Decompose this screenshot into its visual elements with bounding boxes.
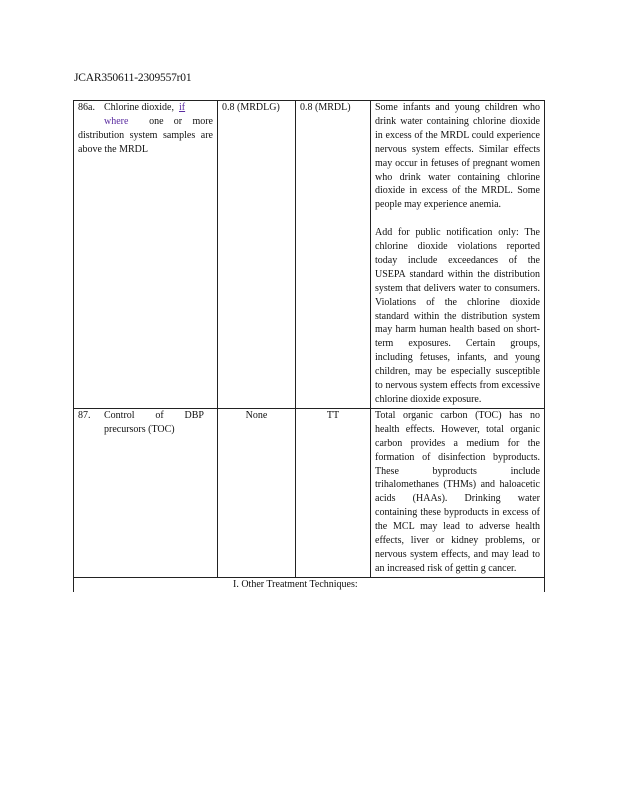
if-link[interactable]: if [179,102,186,113]
mcl-cell: 0.8 (MRDL) [296,101,371,408]
document-id: JCAR350611-2309557r01 [74,72,192,84]
row-number: 86a. [78,102,95,113]
section-heading: I. Other Treatment Techniques: [233,578,358,590]
contaminant-name: Control of DBP precursors (TOC) [104,409,204,435]
table-row [73,408,545,577]
mclg-cell: None [218,409,296,577]
health-effects-text: Some infants and young children who drink water containing chlorine dioxide in excess of the MRDL could experience nervous system effects. Similar effects may occur in fetuses of pregnant women who drink water containing chlorine dioxide in excess of the MRDL. Some people may experience anemia. [375,102,540,211]
contaminant-name: Chlorine dioxide, [104,102,174,113]
contaminant-condition: one or more distribution system samples are above the MRDL [78,115,213,155]
contaminant-cell [73,101,218,408]
contaminant-table [73,100,545,592]
health-effects-text: Total organic carbon (TOC) has no health effects. However, total organic carbon provides a medium for the formation of disinfection byproducts. These byproducts include trihalomethanes (THMs) and haloacetic acids (HAAs). Drinking water containing these byproducts in excess of the MCL may lead to adverse health effects, liver or kidney problems, or nervous system effects, and may lead to an increased risk of gettin g cancer. [375,409,540,574]
mcl-cell: TT [296,409,371,577]
health-effects-cell [371,101,545,408]
contaminant-cell [73,409,218,577]
table-row [73,100,545,408]
row-number: 87. [78,409,91,421]
public-notification-text: Add for public notification only: The chlorine dioxide violations reported today include exceedances of the USEPA standard within the distribution system that delivers water to consumers. Violations of the chlorine dioxide standard within the distribution system may harm human health based on short-term exposures. Certain groups, including fetuses, infants, and young children, may be especially susceptible to nervous system effects from excessive chlorine dioxide exposure. [375,227,540,406]
where-link[interactable]: where [104,115,129,127]
mclg-cell: 0.8 (MRDLG) [218,101,296,408]
section-row [73,577,545,592]
health-effects-cell [371,409,545,577]
